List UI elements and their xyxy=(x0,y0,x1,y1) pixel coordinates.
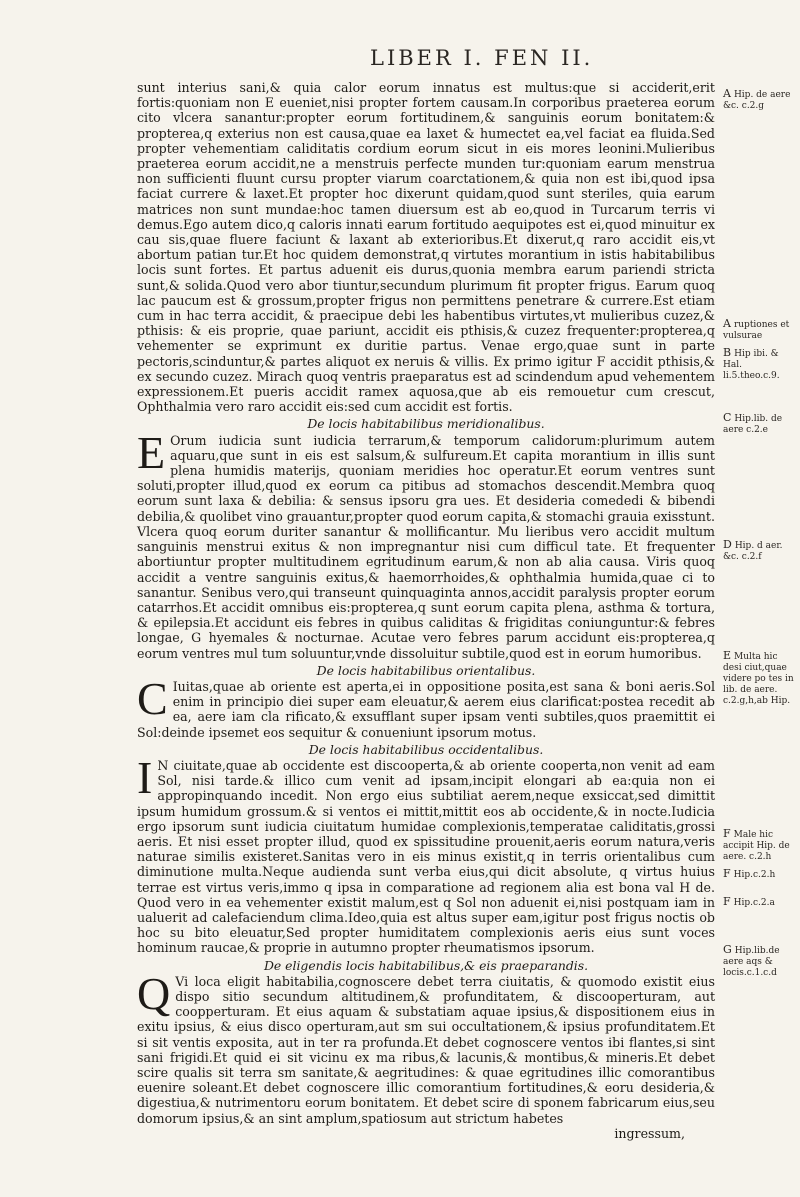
catchword: ingressum, xyxy=(614,1125,685,1141)
margin-note xyxy=(723,896,795,909)
paragraph: Vi loca eligit habitabilia,cognoscere debet terra ciuitatis, & quomodo existit eius dispo sitio secundum altitudinem,& profunditatem, & discooperturam, aut coopperturam. Et eius aquam & substatiam aquae ipsius,& dispositionem eius in exitu ipsius, & eius disco operturam,aut sm sui occultationem,& ipsius profunditatem.Et si sit ventis exposita, aut in ter ra profunda.Et debet cognoscere ventos ibi flantes,si sint sani frigidi.Et quid ei sit vicinu ex ma ribus,& lacunis,& montibus,& mineris.Et debet scire qualis sit terra sm sanitate,& aegritudines: & quae egritudines illic comorantibus euenire soleant.Et debet cognoscere illic comorantium fortitudines,& eoru desideria,& digestiua,& nutrimentoru eorum bonitatem. Et debet scire di sponem fabricarum eius,seu domorum ipsius,& an sint amplum,spatiosum aut strictum habetes xyxy=(137,973,715,1126)
margin-note-text: Hip.c.2.h xyxy=(733,870,776,880)
margin-note-text: Hip.c.2.a xyxy=(733,898,775,908)
margin-note-text: Hip.lib.de aere aqs & locis.c.1.c.d xyxy=(723,946,780,978)
text-section xyxy=(137,742,715,956)
section-heading: De locis habitabilibus orientalibus. xyxy=(316,662,536,678)
section-heading: De locis habitabilibus occidentalibus. xyxy=(308,741,544,757)
text-section xyxy=(137,80,715,414)
paragraph: Orum iudicia sunt iudicia terrarum,& temporum calidorum:plurimum autem aquaru,que sunt in eis est salsum,& sulfureum.Et capita morantium in illis sunt plena humidis materijs, quoniam meridies hoc operatur.Et eorum ventres sunt soluti,propter illud,quod ex eorum ca pitibus ad stomachos descendit.Membra quoq eorum sunt laxa & debilia: & sensus ipsoru gra ues. Et desideria comededi & bibendi debilia,& quolibet vino grauantur,propter quod eorum capita,& stomachi grauia exisstunt. Vlcera quoq eorum duriter sanantur & mollificantur. Mu lieribus vero accidit multum sanguinis menstrui exitus & non impregnantur nisi cum difficul tate. Et frequenter abortiuntur propter multitudinem egritudinum earum,& non ab alia causa. Viris quoq accidit a ventre sanguinis exitus,& haemorrhoides,& ophthalmia humida,quae ci to sanantur. Senibus vero,qui transeunt quinquaginta annos,accidit paralysis propter eorum catarrhos.Et accidit omnibus eis:propterea,q sunt eorum capita plena, asthma & tortura, & epilepsia.Et accidunt eis febres in quibus caliditas & frigiditas coniunguntur:& febres longae, G hyemales & nocturnae. Acutae vero febres parum accidunt eis:propterea,q eorum ventres mul tum soluuntur,vnde dissoluitur subtile,quod est in eorum humoribus. xyxy=(137,432,715,661)
margin-note-mark: F xyxy=(723,827,731,840)
drop-capital: C xyxy=(137,672,168,724)
running-head: LIBER I. FEN II. xyxy=(370,46,594,70)
margin-note-mark: A xyxy=(723,87,731,100)
margin-note-mark: A xyxy=(723,317,731,330)
margin-note-mark: E xyxy=(723,649,732,662)
text-section xyxy=(137,416,715,660)
margin-note xyxy=(723,944,795,979)
paragraph: Iuitas,quae ab oriente est aperta,ei in oppositione posita,est sana & boni aeris.Sol enim in principio diei super eam eleuatur,& aerem eius clarificat:postea recedit ab ea, aere iam cla rificato,& exsufflant super ipsam venti subtiles,quos praemittit ei Sol:deinde ipsemet eos sequitur & conueniunt ipsorum motus. xyxy=(137,678,715,740)
margin-note-text: Multa hic desi ciut,quae videre po tes in lib. de aere. c.2.g,h,ab Hip. xyxy=(723,652,794,706)
text-section xyxy=(137,663,715,740)
margin-note-text: ruptiones et vulsurae xyxy=(723,320,790,341)
margin-note-mark: B xyxy=(723,346,732,359)
section-heading: De eligendis locis habitabilibus,& eis praeparandis. xyxy=(263,957,589,973)
margin-note xyxy=(723,412,795,436)
margin-note-text: Hip. d aer. &c. c.2.f xyxy=(723,541,783,562)
margin-note xyxy=(723,650,795,707)
margin-note-mark: C xyxy=(723,411,732,424)
margin-note-text: Hip. de aere &c. c.2.g xyxy=(723,90,791,111)
margin-note xyxy=(723,318,795,342)
margin-note-mark: D xyxy=(723,538,732,551)
margin-note-text: Male hic accipit Hip. de aere. c.2.h xyxy=(723,830,790,862)
section-heading: De locis habitabilibus meridionalibus. xyxy=(307,416,545,432)
margin-note-text: Hip ibi. & Hal. li.5.theo.c.9. xyxy=(723,349,780,381)
text-section xyxy=(137,958,715,1126)
margin-note xyxy=(723,868,795,881)
paragraph: sunt interius sani,& quia calor eorum innatus est multus:que si acciderit,erit fortis:quoniam non E eueniet,nisi propter fortem causam.In corporibus praeterea eorum cito vlcera sanantur:propter eorum fortitudinem,& sanguinis eorum bonitatem:& propterea,q exterius non est causa,quae ea laxet & humectet ea,vel faciat ea fluida.Sed propter vehementiam caliditatis cordium eorum sicut in eis mores leonini.Mulieribus praeterea eorum accidit,ne a menstruis perfecte munden tur:quoniam earum menstrua non sufficienti fluunt cursu propter viarum coarctationem,& quia non est ibi,quod ipsa faciat currere & laxet.Et propter hoc dixerunt quidam,quod sunt steriles, quia earum matrices non sunt mundae:hoc tamen diuersum est ab eo,quod in Turcarum terris vi demus.Ego autem dico,q caloris innati earum fortitudo aequipotes est ei,quod minuitur ex cau sis,quae fluere faciunt & laxant ab exterioribus.Et dixerut,q raro accidit eis,vt abortum patian tur.Et hoc quidem demonstrat,q virtutes morantium in istis habitabilibus locis sunt fortes. Et partus aduenit eis durus,quonia membra earum pariendi stricta sunt,& solida.Quod vero abor tiuntur,secundum plurimum fit propter frigus. Earum quoq lac paucum est & grossum,propter frigus non permittens penetrare & currere.Est etiam cum in hac terra accidit, & praecipue debi les habentibus virtutes,vt mulieribus cuzez,& pthisis: & eis proprie, quae pariunt, accidit eis pthisis,& cuzez frequenter:propterea,q vehementer se exprimunt ex duritie partus. Venae ergo,quae sunt in parte pectoris,scinduntur,& partes aliquot ex neruis & villis. Ex primo igitur F accidit pthisis,& ex secundo cuzez. Mirach quoq ventris praeparatus est ad scindendum apud vehementem expressionem.Et pueris accidit ramex aquosa,que ab eis remouetur cum crescut, Ophthalmia vero raro accidit eis:sed cum accidit est fortis. xyxy=(137,80,715,415)
drop-capital: E xyxy=(137,426,166,478)
margin-note-mark: F xyxy=(723,895,731,908)
main-text-column xyxy=(137,78,715,1141)
paragraph: N ciuitate,quae ab occidente est discooperta,& ab oriente cooperta,non venit ad eam Sol, nisi tarde.& illico cum venit ad ipsam,incipit elongari ab ea:quia non ei appropinquando incedit. Non ergo eius subtiliat aerem,neque exsiccat,sed dimittit ipsum humidum grossum.& si ventos ei mittit,mittit eos ab occidente,& in nocte.Iudicia ergo ipsorum sunt iudicia ciuitatum humidae complexionis,temperatae caliditatis,grossi aeris. Et nisi esset propter illud, quod ex spissitudine prouenit,aeris eorum natura,veris naturae similis existeret.Sanitas vero in eis minus existit,q in terris orientalibus cum diminutione multa.Neque audienda sunt verba eius,qui dicit absolute, q virtus huius terrae est virtus veris,immo q ipsa in comparatione ad regionem alia est bona val H de. Quod vero in ea vehementer existit malum,est q Sol non aduenit ei,nisi postquam iam in ualuerit ad calefaciendum clima.Ideo,quia est altus super eam,igitur post frigus noctis ob hoc su bito eleuatur,Sed propter humiditatem complexionis aeris eius sunt voces hominum raucae,& proprie in autumno propter rheumatismos ipsorum. xyxy=(137,757,715,956)
margin-note xyxy=(723,828,795,863)
drop-capital: Q xyxy=(137,967,171,1019)
margin-note xyxy=(723,88,795,112)
margin-note-mark: G xyxy=(723,943,732,956)
margin-note-mark: F xyxy=(723,867,731,880)
drop-capital: I xyxy=(137,751,153,803)
margin-note-text: Hip.lib. de aere c.2.e xyxy=(723,414,783,435)
margin-note xyxy=(723,347,795,382)
margin-note xyxy=(723,539,795,563)
